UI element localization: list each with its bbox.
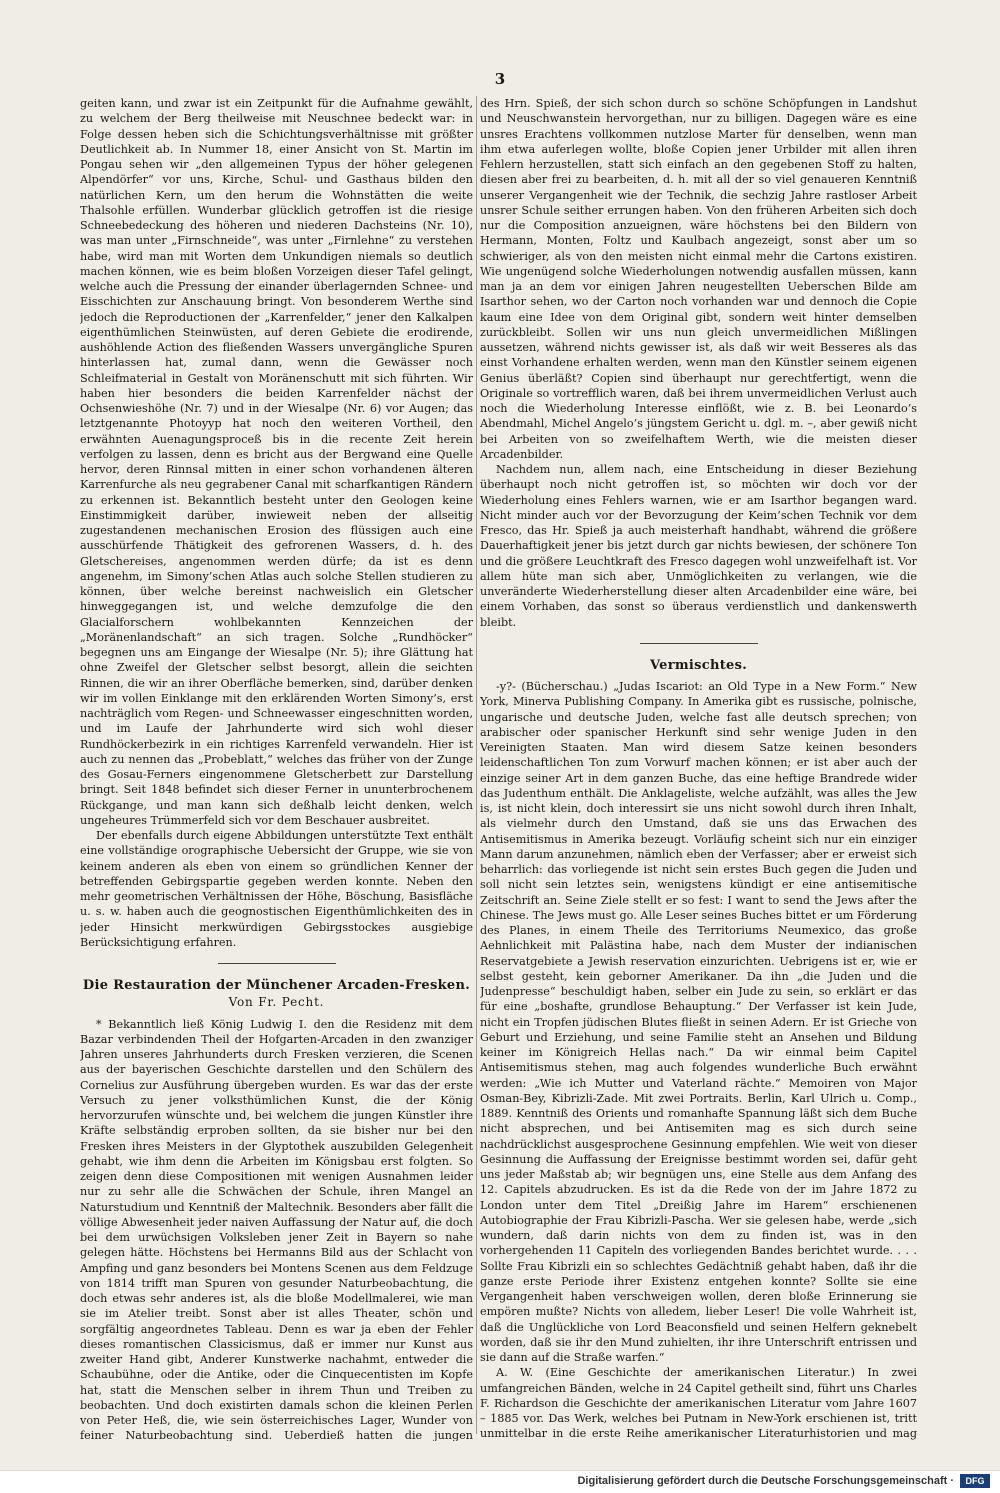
section-divider <box>218 963 336 964</box>
article-heading-arcaden: Die Restauration der Münchener Arcaden-Fresken. <box>82 978 471 993</box>
section-heading-vermischtes: Vermischtes. <box>649 657 748 673</box>
dfg-logo-icon: DFG <box>960 1474 990 1488</box>
column-rule <box>476 96 477 1434</box>
right-paragraph-4: A. W. (Eine Geschichte der amerikanischen Literatur.) In zwei umfangreichen Bänden, welche in 24 Capitel getheilt sind, führt uns Charles F. Richardson die Geschichte der amerikanischen Literatur vom Jahre 1607 – 1885 vor. Das Werk, welches bei Putnam in New-York erschienen ist, tritt unmittelbar in die erste Reihe amerikanischer Literaturhistorien und mag <box>480 1366 917 1441</box>
left-paragraph-2: Der ebenfalls durch eigene Abbildungen unterstützte Text enthält eine vollständige orographische Uebersicht der Gruppe, wie sie von keinem anderen als eben von einem so gründlichen Kenner der betreffenden Gebirgspartie gegeben werden konnte. Neben den mehr geometrischen Verhältnissen der Höhe, Böschung, Basisfläche u. s. w. haben auch die geognostischen Eigenthümlichkeiten des in jeder Hinsicht merkwürdigen Gebirgsstockes ausgiebige Berücksichtigung erfahren. <box>80 829 473 949</box>
left-paragraph-1: geiten kann, und zwar ist ein Zeitpunkt für die Aufnahme gewählt, zu welchem der Berg theilweise mit Neuschnee bedeckt war: in Folge dessen heben sich die Schichtungsverhältnisse mit größter Deutlichkeit ab. In Nummer 18, einer Ansicht von St. Martin im Pongau sehen wir „den allgemeinen Typus der höher gelegenen Alpendörfer“ vor uns, Kirche, Schul- und Gasthaus bilden den natürlichen Kern, um den herum die Wohnstätten die weite Thalsohle erfüllen. Wunderbar glücklich getroffen ist die riesige Schneebedeckung des höheren und niederen Dachsteins (Nr. 10), was man unter „Firnschneide“, was unter „Firnlehne“ zu verstehen habe, wird man mit Worten dem Unkundigen niemals so deutlich machen können, wie es beim bloßen Vorzeigen dieser Tafel gelingt, welche auch die Pressung der einander überlagernden Schnee- und Eisschichten zur Anschauung bringt. Von besonderem Werthe sind jedoch die Reproductionen der „Karrenfelder,“ jener den Kalkalpen eigenthümlichen Steinwüsten, auf deren Gebiete die erodirende, aushöhlende Action des fließenden Wassers unvergängliche Spuren hinterlassen hat, zumal dann, wenn die Gewässer noch Schleifmaterial in Gestalt von Moränenschutt mit sich führten. Wir haben hier besonders die beiden Karrenfelder nächst der Ochsenwieshöhe (Nr. 7) und in der Wiesalpe (Nr. 6) vor Augen; das letztgenannte Photoyyp hat noch den weiteren Vortheil, den erwähnten Auenagungsproceß bis in die recente Zeit herein verfolgen zu lassen, denn es bricht aus der Bergwand eine Quelle hervor, deren Rinnsal mitten in einer schon vorhandenen älteren Karrenfurche als neu gegrabener Canal mit scharfkantigen Rändern zu erkennen ist. Bekanntlich besteht unter den Geologen keine Einstimmigkeit darüber, inwieweit neben der allseitig zugestandenen mechanischen Erosion des flüssigen auch eine ausschürfende Thätigkeit des gefrorenen Wassers, d. h. des Gletschereises, angenommen werden dürfe; da ist es denn angenehm, im Simony’schen Atlas auch solche Stellen studieren zu können, über welche bereinst nachweislich ein Gletscher hinweggegangen ist, und welche demzufolge die den Glacialforschern wohlbekannten Kennzeichen der „Moränenlandschaft“ an sich tragen. Solche „Rundhöcker“ begegnen uns am Eingange der Wiesalpe (Nr. 5); ihre Glättung hat ohne Zweifel der Gletscher selbst besorgt, allein die seichten Rinnen, die wir an ihrer Oberfläche bemerken, sind, darüber denken wir im vollen Einklange mit den erklärenden Worten Simony’s, erst nachträglich vom Regen- und Schneewasser eingeschnitten worden, und im Laufe der Jahrhunderte wird sich wohl dieser Rundhöckerbezirk in ein richtiges Karrenfeld verwandeln. Hier ist auch zu nennen das „Probeblatt,“ welches das früher von der Zunge des Gosau-Ferners eingenommene Gletscherbett zur Darstellung bringt. Seit 1848 befindet sich dieser Ferner in ununterbrochenem Rückgange, und man kann sich deßhalb leicht denken, welch ungeheures Trümmerfeld sich vor dem Beschauer ausbreitet. <box>80 97 473 827</box>
right-paragraph-3: -y?- (Bücherschau.) „Judas Iscariot: an Old Type in a New Form.“ New York, Minerva Publishing Company. In Amerika gibt es russische, polnische, ungarische und deutsche Juden, welche fast alle deutsch sprechen; von arabischer oder spanischer Herkunft sind sehr wenige Juden in den Vereinigten Staaten. Man wird diesem Satze keinen besonders leidenschaftlichen Ton zum Vorwurf machen können; er ist aber auch der einzige seiner Art in dem ganzen Buche, das eine heftige Brandrede wider das Judenthum enthält. Die Anklageliste, welche aufzählt, was alles the Jew is, ist nicht klein, doch interessirt sie uns nicht sowohl durch ihren Inhalt, als vielmehr durch den Umstand, daß sie uns das Erwachen des Antisemitismus in Amerika bezeugt. Vorläufig scheint sich nur ein einziger Mann darum anzunehmen, nämlich eben der Verfasser; aber er erweist sich beharrlich: das vorliegende ist nicht sein erstes Buch gegen die Juden und soll nicht sein letztes sein, wenigstens kündigt er eine antisemitische Zeitschrift an. Seine Ziele stellt er so fest: I want to send the Jews after the Chinese. The Jews must go. Alle Leser seines Buches bittet er um Förderung des Planes, in einem Theile des Territoriums Neumexico, das große Aehnlichkeit mit Palästina habe, nach dem Muster der indianischen Reservatgebiete a Jewish reservation einzurichten. Uebrigens ist er, wie er selbst gesteht, kein geborner Amerikaner. Da ihn „die Juden und die Judenpresse“ beschuldigt haben, selber ein Jude zu sein, so erklärt er das für eine „boshafte, grundlose Behauptung.“ Der Verfasser ist kein Jude, nicht ein Tropfen jüdischen Blutes fließt in seinen Adern. Er ist Grieche von Geburt und Erziehung, und seine Familie steht an Ansehen und Bildung keiner im Königreich Hellas nach.“ Da wir einmal beim Capitel Antisemitismus stehen, mag auch folgendes wunderliche Buch erwähnt werden: „Wie ich Mutter und Vaterland rächte.“ Memoiren von Major Osman-Bey, Kibrizli-Zade. Mit zwei Portraits. Berlin, Karl Ulrich u. Comp., 1889. Kenntniß des Orients und romanhafte Spannung läßt sich dem Buche nicht absprechen, und bei Antisemiten mag es sich durch seine nachdrücklichst ausgesprochene Gesinnung empfehlen. Wie weit von dieser Gesinnung die Auffassung der Ereignisse bestimmt worden sei, dafür geht uns jeder Maßstab ab; wir begnügen uns, eine Stelle aus dem Anfang des 12. Capitels abzudrucken. Es ist da die Rede von der im Jahre 1872 zu London unter dem Titel „Dreißig Jahre im Harem“ erschienenen Autobiographie der Frau Kibrizli-Pascha. Wer sie gelesen habe, werde „sich wundern, daß darin nichts von dem zu finden ist, was in den vorhergehenden 11 Capiteln des vorliegenden Bandes berichtet wurde. . . . Sollte Frau Kibrizli ein so schlechtes Gedächtniß gehabt haben, daß ihr die ganze erste Periode ihrer Existenz entgehen konnte? Sollte sie eine Vergangenheit haben verschweigen wollen, deren bloße Erinnerung sie empören mußte? Nichts von alledem, lieber Leser! Die volle Wahrheit ist, daß die Unglückliche von Lord Beaconsfield und seinen Helfern geknebelt worden, daß sie ihr den Mund zuhielten, ihr ihre Unterschrift entrissen und sie dann auf die Straße warfen.“ <box>480 680 917 1364</box>
left-paragraph-3: * Bekanntlich ließ König Ludwig I. den die Residenz mit dem Bazar verbindenden Theil der Hofgarten-Arcaden in den zwanziger Jahren unseres Jahrhunderts durch Fresken verzieren, die Scenen aus der bayerischen Geschichte darstellen und den Schülern des Cornelius zur Ausführung übergeben wurden. Es war das der erste Versuch zu jener volksthümlichen Kunst, die der König hervorzurufen wünschte und, bei welchem die jungen Künstler ihre Kräfte selbständig erproben sollten, da sie bisher nur bei den Fresken ihres Meisters in der Glyptothek auszubilden Gelegenheit gehabt, wie ihm denn die Arbeiten im Königsbau erst folgten. So zeigen denn diese Compositionen mit wenigen Ausnahmen leider nur zu sehr alle die Schwächen der Schule, ihren Mangel an Naturstudium und Kenntniß der Maltechnik. Besonders aber fällt die völlige Abwesenheit jeder naiven Auffassung der Natur auf, die doch bei dem urwüchsigen Volksleben jener Zeit in Bayern so nahe gelegen hätte. Höchstens bei Hermanns Bild aus der Schlacht von Ampfing und ganz besonders bei Montens Scenen aus dem Feldzuge von 1814 trifft man Spuren von gesunder Naturbeobachtung, die doch etwas sehr anderes ist, als die bloße Modellmalerei, wie man sie im Atelier treibt. Sonst aber ist alles Theater, schön und sorgfältig angeordnetes Tableau. Denn es war ja eben der Fehler dieses romantischen Classicismus, daß er immer nur Kunst aus zweiter Hand gibt, Anderer Kunstwerke nachahmt, entweder die Schaubühne, oder die Antike, oder die Cinquecentisten im Kopfe hat, statt die Menschen selber in ihrem Thun und Treiben zu beobachten. Und doch existirten damals schon die kleinen Perlen von Peter Heß, die, wie sein österreichisches Lager, Wunder von feiner Naturbeobachtung sind. Ueberdieß hatten die jungen <box>80 1017 473 1441</box>
left-column <box>80 96 473 1441</box>
digitization-footer <box>0 1470 1000 1493</box>
page-number: 3 <box>494 70 506 88</box>
footer-credit: Digitalisierung gefördert durch die Deutsche Forschungsgemeinschaft · <box>577 1475 954 1487</box>
right-paragraph-1: des Hrn. Spieß, der sich schon durch so schöne Schöpfungen in Landshut und Neuschwanstein hervorgethan, nur zu billigen. Dagegen wäre es eine unsres Erachtens vollkommen nutzlose Marter für denselben, wenn man ihm etwa auferlegen wollte, bloße Copien jener Urbilder mit allen ihren Fehlern herzustellen, statt sich einfach an den gegebenen Stoff zu halten, diesen aber frei zu bearbeiten, d. h. mit all der so viel genaueren Kenntniß unserer Vergangenheit wie der Technik, die sechzig Jahre rastloser Arbeit unsrer Schule seither errungen haben. Von den früheren Arbeiten sich doch nur die Composition anzueignen, wäre höchstens bei den Bildern von Hermann, Monten, Foltz und Kaulbach angezeigt, sonst aber um so schwieriger, als von den meisten nicht einmal mehr die Cartons existiren. Wie ungenügend solche Wiederholungen notwendig ausfallen müssen, kann man ja an dem vor einigen Jahren neugestellten Ueberschen Bilde am Isarthor sehen, wo der Carton noch vorhanden war und dennoch die Copie kaum eine Idee von dem Original gibt, sondern weit hinter demselben zurückbleibt. Sollen wir uns nun gleich unvermeidlichen Mißlingen aussetzen, während nichts gewisser ist, als daß wir weit Besseres als das einst Vorhandene erhalten werden, wenn man den Künstler seinem eigenen Genius überläßt? Copien sind überhaupt nur gerechtfertigt, wenn die Originale so vortrefflich waren, daß bei ihrem unvermeidlichen Verlust auch noch die Wiederholung Interesse einflößt, wie z. B. bei Leonardo’s Abendmahl, Michel Angelo’s jüngstem Gericht u. dgl. m. –, aber gewiß nicht bei Arbeiten von so zweifelhaftem Werth, wie die meisten dieser Arcadenbilder. <box>480 97 917 461</box>
article-byline: Von Fr. Pecht. <box>228 995 325 1010</box>
section-divider-right <box>640 643 758 644</box>
right-column <box>480 96 917 1441</box>
right-paragraph-2: Nachdem nun, allem nach, eine Entscheidung in dieser Beziehung überhaupt noch nicht getroffen ist, so möchten wir doch vor der Wiederholung eines Fehlers warnen, wie er am Isarthor begangen ward. Nicht minder auch vor der Bevorzugung der Keim’schen Technik vor dem Fresco, das Hr. Spieß ja auch meisterhaft handhabt, während die größere Dauerhaftigkeit jener bis jetzt durch gar nichts bewiesen, der schönere Ton und die größere Leuchtkraft des Fresco dagegen wohl unzweifelhaft ist. Vor allem hüte man sich aber, Unmöglichkeiten zu verlangen, wie die unveränderte Wiederherstellung dieser alten Arcadenbilder eine wäre, bei einem Vorhaben, das sonst so überaus verdienstlich und dankenswerth bleibt. <box>480 463 917 629</box>
